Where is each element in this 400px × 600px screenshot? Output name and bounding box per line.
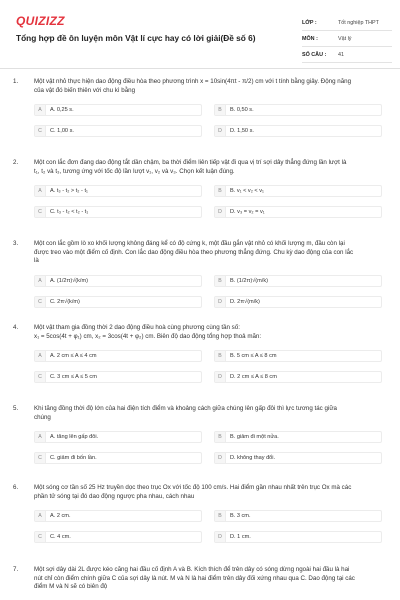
- question-line: Một vật tham gia đồng thời 2 dao động điều hoà cùng phương cùng tần số:: [34, 324, 240, 331]
- option-text: B. 3 cm.: [230, 513, 251, 520]
- option-letter: B: [215, 276, 226, 286]
- option-letter: A: [35, 186, 46, 196]
- option-text: A. 0,25 s.: [50, 107, 74, 114]
- option-letter: B: [215, 432, 226, 442]
- worksheet-meta: [302, 15, 392, 63]
- option-text: C. 1,00 s.: [50, 128, 74, 135]
- question-number: 1.: [13, 78, 19, 85]
- option-text: D. v₃ = v₂ = v₁: [230, 209, 265, 216]
- answer-option-b[interactable]: [214, 350, 382, 362]
- option-letter: B: [215, 511, 226, 521]
- question-line: Một con lắc đơn đang dao động tắt dần chậm, ba thời điểm liên tiếp vật đi qua vị trí sợi dây thẳng đứng lần lượt là: [34, 159, 347, 166]
- option-text: D. 2π√(m/k): [230, 298, 260, 305]
- question-line: nút chỉ còn điểm chính giữa C của sợi dây là nút. M và N là hai điểm trên dây đối xứng nhau qua C. Dao động tại các: [34, 574, 355, 582]
- meta-label: LỚP :: [302, 19, 317, 26]
- answer-option-b[interactable]: [214, 275, 382, 287]
- question-line: được treo vào một điểm cố định. Con lắc dao động điều hòa theo phương thẳng đứng. Chu kỳ dao động của con lắc: [34, 248, 354, 256]
- question-text: [34, 405, 386, 422]
- answer-option-a[interactable]: [34, 104, 202, 116]
- option-letter: D: [215, 126, 226, 136]
- answer-option-d[interactable]: [214, 452, 382, 464]
- option-letter: C: [35, 372, 46, 382]
- answer-option-a[interactable]: [34, 510, 202, 522]
- option-letter: D: [215, 453, 226, 463]
- answer-option-c[interactable]: [34, 296, 202, 308]
- question-line: chúng: [34, 413, 51, 421]
- answer-option-d[interactable]: [214, 206, 382, 218]
- question-text: [34, 484, 386, 501]
- question-item: [0, 566, 400, 600]
- question-item: [0, 159, 400, 243]
- option-letter: D: [215, 207, 226, 217]
- question-text: [34, 78, 386, 95]
- option-text: A. t₃ - t₂ > t₂ - t₁: [50, 188, 88, 195]
- header-divider: [0, 68, 400, 69]
- answer-option-b[interactable]: [214, 185, 382, 197]
- option-letter: B: [215, 105, 226, 115]
- question-line: điểm M và N sẽ có biên độ: [34, 583, 108, 591]
- option-text: D. 1,50 s.: [230, 128, 254, 135]
- meta-row-class: [302, 15, 392, 31]
- answer-option-a[interactable]: [34, 350, 202, 362]
- option-text: D. 1 cm.: [230, 534, 251, 541]
- option-letter: A: [35, 276, 46, 286]
- worksheet-title: Tổng hợp đề ôn luyện môn Vật lí cực hay có lời giải(Đề số 6): [16, 33, 256, 43]
- question-line: của vật đó biến thiên với chu kì bằng: [34, 86, 136, 94]
- question-item: [0, 78, 400, 162]
- option-text: A. 2 cm ≤ A ≤ 4 cm: [50, 353, 97, 360]
- question-item: [0, 324, 400, 408]
- meta-label: SỐ CÂU :: [302, 51, 327, 58]
- question-line: Một sóng cơ tần số 25 Hz truyền dọc theo trục Ox với tốc độ 100 cm/s. Hai điểm gần nhau nhất trên trục Ox mà các: [34, 484, 352, 491]
- worksheet-header: [0, 0, 400, 64]
- option-text: C. 3 cm ≤ A ≤ 5 cm: [50, 374, 97, 381]
- option-text: C. 4 cm.: [50, 534, 71, 541]
- answer-option-b[interactable]: [214, 431, 382, 443]
- option-text: B. (1/2π)√(m/k): [230, 277, 269, 284]
- option-text: A. (1/2π)√(k/m): [50, 277, 89, 284]
- question-line: Khi tăng đồng thời độ lớn của hai điện tích điểm và khoảng cách giữa chúng lên gấp đôi thì lực tương tác giữa: [34, 405, 337, 412]
- answer-option-c[interactable]: [34, 371, 202, 383]
- question-number: 7.: [13, 566, 19, 573]
- option-letter: C: [35, 297, 46, 307]
- question-number: 6.: [13, 484, 19, 491]
- answer-option-d[interactable]: [214, 531, 382, 543]
- option-letter: C: [35, 532, 46, 542]
- option-text: A. tăng lên gấp đôi.: [50, 434, 99, 441]
- option-letter: A: [35, 511, 46, 521]
- option-text: A. 2 cm.: [50, 513, 71, 520]
- question-text: [34, 240, 386, 266]
- answer-option-a[interactable]: [34, 185, 202, 197]
- option-text: B. giảm đi một nửa.: [230, 434, 279, 441]
- option-letter: C: [35, 126, 46, 136]
- question-line: là: [34, 257, 39, 265]
- option-text: B. 0,50 s.: [230, 107, 254, 114]
- answer-option-a[interactable]: [34, 275, 202, 287]
- question-line: Một sợi dây dài 2L được kéo căng hai đầu cố định A và B. Kích thích để trên dây có sóng dừng ngoài hai đầu là hai: [34, 566, 350, 573]
- option-letter: D: [215, 297, 226, 307]
- question-line: Một vật nhỏ thực hiện dao động điều hòa theo phương trình x = 10sin(4πt - π/2) cm với t tính bằng giây. Động năng: [34, 78, 352, 85]
- option-letter: B: [215, 186, 226, 196]
- option-letter: A: [35, 432, 46, 442]
- option-letter: A: [35, 351, 46, 361]
- answer-option-c[interactable]: [34, 125, 202, 137]
- meta-row-count: [302, 47, 392, 63]
- option-text: B. 5 cm ≤ A ≤ 8 cm: [230, 353, 277, 360]
- answer-option-b[interactable]: [214, 510, 382, 522]
- option-text: C. 2π√(k/m): [50, 298, 80, 305]
- option-text: C. giảm đi bốn lần.: [50, 455, 97, 462]
- meta-row-subject: [302, 31, 392, 47]
- question-number: 5.: [13, 405, 19, 412]
- answer-option-b[interactable]: [214, 104, 382, 116]
- question-line: Một con lắc gồm lò xo khối lượng không đáng kể có độ cứng k, một đầu gắn vật nhỏ có khối lượng m, đầu còn lại: [34, 240, 345, 247]
- question-line: t₁, t₂ và t₃, tương ứng với tốc độ lần lượt v₁, v₂ và v₃. Chọn kết luận đúng.: [34, 167, 235, 175]
- option-text: C. t₃ - t₂ < t₂ - t₁: [50, 209, 89, 216]
- question-item: [0, 405, 400, 489]
- option-text: B. v₁ < v₂ < v₁: [230, 188, 264, 195]
- question-item: [0, 240, 400, 324]
- answer-option-d[interactable]: [214, 296, 382, 308]
- question-number: 4.: [13, 324, 19, 331]
- question-item: [0, 484, 400, 568]
- question-text: [34, 159, 386, 176]
- option-letter: C: [35, 207, 46, 217]
- option-text: D. không thay đổi.: [230, 455, 276, 462]
- meta-value: 41: [338, 51, 344, 58]
- option-letter: A: [35, 105, 46, 115]
- option-letter: C: [35, 453, 46, 463]
- quizizz-logo: QUIZIZZ: [16, 14, 65, 28]
- answer-option-d[interactable]: [214, 371, 382, 383]
- answer-option-a[interactable]: [34, 431, 202, 443]
- meta-label: MÔN :: [302, 35, 318, 42]
- option-letter: D: [215, 372, 226, 382]
- meta-value: Vật lý: [338, 35, 352, 42]
- question-text: [34, 566, 386, 592]
- question-line: x₁ = 5cos(4t + φ₁) cm, x₂ = 3cos(4t + φ₂) cm. Biên độ dao động tổng hợp thoả mãn:: [34, 332, 262, 340]
- question-number: 2.: [13, 159, 19, 166]
- answer-option-c[interactable]: [34, 452, 202, 464]
- question-line: phần tử sóng tại đó dao động ngược pha nhau, cách nhau: [34, 492, 195, 500]
- answer-option-c[interactable]: [34, 531, 202, 543]
- answer-option-d[interactable]: [214, 125, 382, 137]
- option-text: D. 2 cm ≤ A ≤ 8 cm: [230, 374, 277, 381]
- option-letter: B: [215, 351, 226, 361]
- meta-value: Tốt nghiệp THPT: [338, 19, 379, 26]
- answer-option-c[interactable]: [34, 206, 202, 218]
- option-letter: D: [215, 532, 226, 542]
- question-number: 3.: [13, 240, 19, 247]
- question-text: [34, 324, 386, 341]
